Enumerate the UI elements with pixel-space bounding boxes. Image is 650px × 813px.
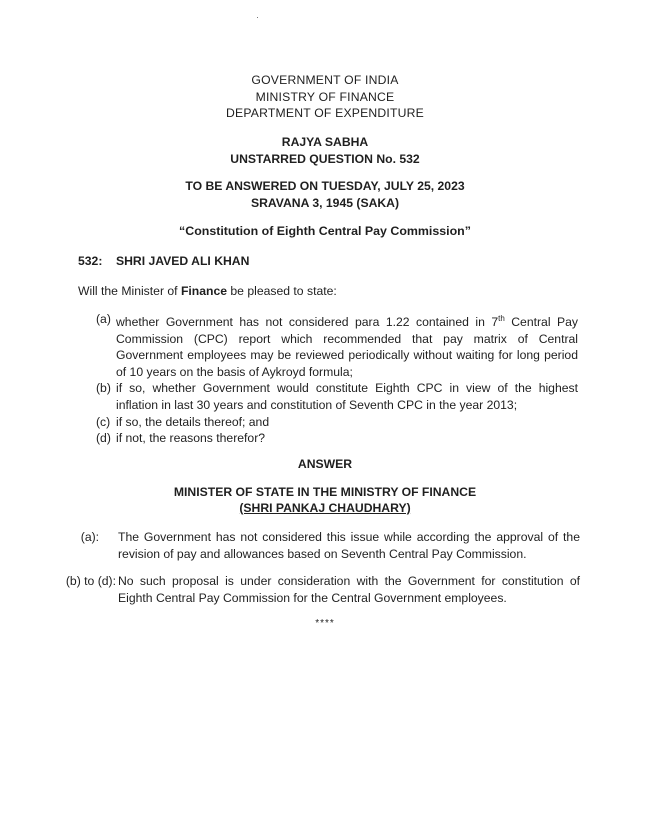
question-item-c: [96, 414, 578, 431]
question-items: [96, 311, 578, 447]
answer-date-line: TO BE ANSWERED ON TUESDAY, JULY 25, 2023: [185, 179, 465, 193]
house-block: [0, 134, 650, 167]
member-name: SHRI JAVED ALI KHAN: [116, 254, 250, 268]
question-item-label: (d): [96, 431, 111, 446]
answer-item-a: [60, 529, 580, 562]
intro-before: Will the Minister of: [78, 284, 181, 298]
answer-item-label: (a):: [80, 530, 100, 544]
question-item-b: [96, 380, 578, 413]
minister-title: MINISTER OF STATE IN THE MINISTRY OF FINANCE: [173, 485, 477, 499]
intro-ministry: Finance: [180, 284, 228, 298]
header-government: GOVERNMENT OF INDIA: [251, 73, 399, 87]
answer-item-text: No such proposal is under consideration with the Government for constitution of Eighth Central Pay Commission for the Central Government employees.: [118, 574, 580, 605]
minister-name: (SHRI PANKAJ CHAUDHARY): [239, 500, 411, 515]
question-item-text: whether Government has not considered para 1.22 contained in 7th Central Pay Commission (CPC) report which recommended that pay matrix of Central Government employees may be reviewed periodically without waiting for long period of 10 years on the basis of Aykroyd formula;: [116, 314, 579, 379]
question-item-label: (b): [96, 381, 111, 396]
answer-date-block: [0, 178, 650, 211]
department-header: [0, 72, 650, 122]
question-item-text: if so, whether Government would constitute Eighth CPC in view of the highest inflation in last 30 years and constitution of Seventh CPC in the year 2013;: [116, 381, 578, 413]
ordinal-suffix: th: [498, 314, 505, 323]
answer-item-text: The Government has not considered this issue while according the approval of the revision of pay and allowances based on Seventh Central Pay Commission.: [118, 530, 580, 561]
question-number: 532:: [78, 254, 103, 268]
question-item-label: (a): [96, 312, 111, 326]
question-item-a: [96, 311, 578, 380]
subject-title: “Constitution of Eighth Central Pay Commission”: [179, 224, 471, 238]
intro-after: be pleased to state:: [227, 284, 337, 298]
question-member-line: [78, 254, 249, 268]
question-item-label: (c): [96, 414, 111, 429]
question-item-text: if so, the details thereof; and: [116, 414, 270, 429]
header-department: DEPARTMENT OF EXPENDITURE: [226, 106, 424, 120]
question-item-text: if not, the reasons therefor?: [116, 431, 266, 446]
scan-speck: [257, 17, 258, 18]
end-mark: ****: [315, 618, 335, 629]
answer-heading: ANSWER: [297, 457, 353, 471]
house-name: RAJYA SABHA: [281, 135, 369, 149]
saka-date-line: SRAVANA 3, 1945 (SAKA): [250, 195, 400, 210]
answer-item-b-to-d: [60, 573, 580, 606]
question-item-d: [96, 430, 578, 447]
header-ministry: MINISTRY OF FINANCE: [255, 89, 395, 104]
minister-block: [0, 485, 650, 516]
question-type: UNSTARRED QUESTION No. 532: [230, 151, 420, 166]
answer-items: [60, 529, 580, 617]
answer-item-label: (b) to (d):: [65, 574, 116, 589]
question-intro: [78, 284, 337, 298]
